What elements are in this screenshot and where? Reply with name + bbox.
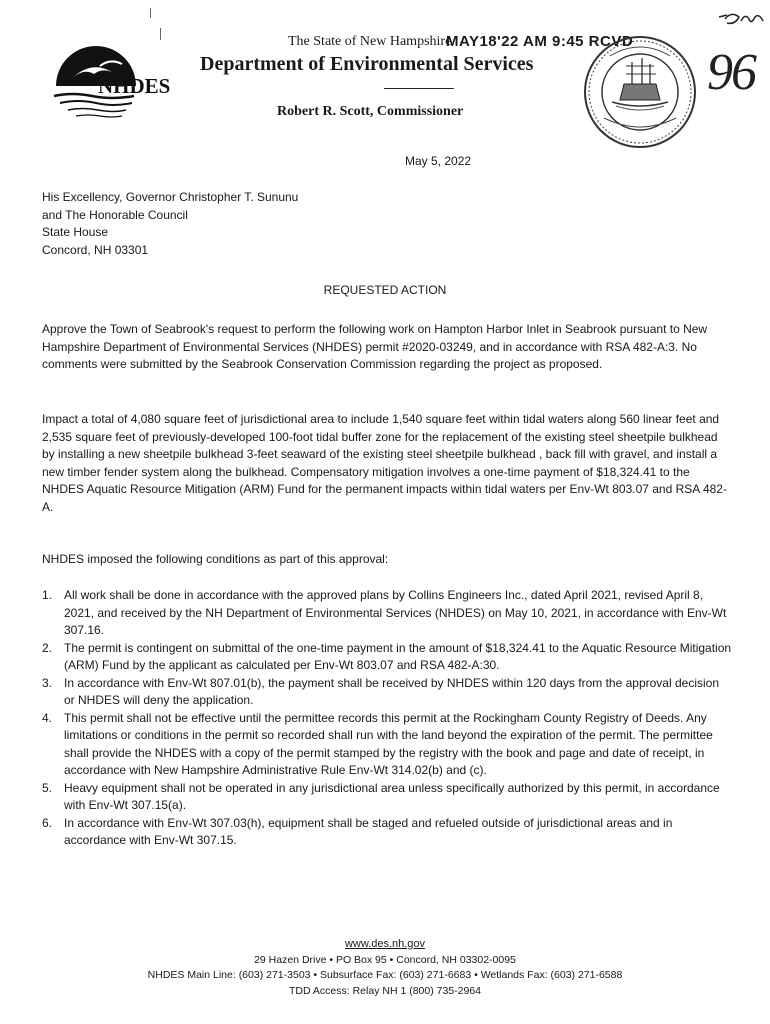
address-line: Concord, NH 03301 — [42, 242, 149, 257]
condition-number: 5. — [42, 780, 53, 795]
page-footer — [0, 937, 770, 999]
address-line: His Excellency, Governor Christopher T. Sununu — [42, 190, 299, 204]
section-heading: REQUESTED ACTION — [323, 283, 447, 297]
condition-item — [42, 815, 732, 850]
recipient-address — [42, 189, 298, 259]
condition-item — [42, 710, 732, 780]
impact-paragraph: Impact a total of 4,080 square feet of jurisdictional area to include 1,540 square feet within tidal waters along 560 linear feet and 2,535 square feet of previously-developed 100-foot tidal buffer zone for the replacement of the existing steel sheetpile bulkhead by installing a new sheetpile bulkhead 3-feet seaward of the existing steel sheetpile bulkhead , back fill with gravel, and install a new timber fender system along the bulkhead. Compensatory mitigation involves a one-time payment of $18,324.41 to the NHDES Aquatic Resource Mitigation (ARM) Fund for the permanent impacts within tidal waters per Env-Wt 803.07 and RSA 482-A. — [42, 412, 727, 514]
condition-number: 3. — [42, 675, 53, 690]
commissioner-name: Robert R. Scott, Commissioner — [277, 104, 464, 119]
scan-mark — [160, 28, 161, 40]
request-paragraph: Approve the Town of Seabrook's request to perform the following work on Hampton Harbor Inlet in Seabrook pursuant to New Hampshire Department of Environmental Services (NHDES) permit #2020-03249, and in accordance with RSA 482-A:3. No comments were submitted by the Seabrook Conservation Commission regarding the project as proposed. — [42, 322, 708, 371]
condition-item — [42, 640, 732, 675]
handwritten-number: 96 — [707, 44, 755, 101]
address-line: and The Honorable Council — [42, 207, 188, 222]
seal-icon — [580, 32, 700, 152]
condition-text: In accordance with Env-Wt 307.03(h), equipment shall be staged and refueled outside of jurisdictional areas and in accordance with Env-Wt 307.15. — [64, 815, 673, 847]
logo-text: NHDES — [98, 74, 171, 98]
handwritten-annotation — [705, 5, 770, 115]
condition-item — [42, 780, 732, 815]
condition-number: 1. — [42, 588, 53, 602]
condition-item — [42, 675, 732, 710]
conditions-intro: NHDES imposed the following conditions as part of this approval: — [42, 552, 389, 566]
conditions-list — [42, 587, 732, 850]
nhdes-logo — [42, 38, 192, 128]
condition-item — [42, 587, 732, 640]
website-link[interactable]: www.des.nh.gov — [344, 938, 426, 950]
footer-address: 29 Hazen Drive • PO Box 95 • Concord, NH 03302-0095 — [254, 953, 516, 966]
condition-text: Heavy equipment shall not be operated in any jurisdictional area unless specifically authorized by this permit, in accordance with Env-Wt 307.15(a). — [64, 780, 720, 812]
condition-text: All work shall be done in accordance with the approved plans by Collins Engineers Inc., dated April 2021, revised April 8, 2021, and received by the NH Department of Environmental Services (NHDES) on May 10, 2021, in accordance with Env-Wt 307.16. — [64, 588, 727, 637]
footer-phones: NHDES Main Line: (603) 271-3503 • Subsurface Fax: (603) 271-6683 • Wetlands Fax: (603) 271-6588 — [147, 969, 623, 981]
received-stamp: MAY18'22 AM 9:45 RCVD — [446, 33, 634, 50]
condition-text: This permit shall not be effective until the permittee records this permit at the Rockingham County Registry of Deeds. Any limitations or conditions in the permit so recorded shall run with the land beyond the expiration of the permit. The permittee shall provide the NHDES with a copy of the permit stamped by the registry with the book and page and date of receipt, in accordance with New Hampshire Administrative Rule Env-Wt 314.02(b) and (c). — [64, 710, 713, 777]
footer-tdd: TDD Access: Relay NH 1 (800) 735-2964 — [289, 984, 481, 997]
condition-text: In accordance with Env-Wt 807.01(b), the payment shall be received by NHDES within 120 days from the approval decision or NHDES will deny the application. — [64, 675, 719, 707]
condition-number: 4. — [42, 710, 53, 725]
department-title: Department of Environmental Services — [200, 53, 534, 75]
header-divider — [384, 88, 454, 89]
condition-number: 2. — [42, 640, 53, 655]
condition-text: The permit is contingent on submittal of the one-time payment in the amount of $18,324.41 to the Aquatic Resource Mitigation (ARM) Fund by the applicant as calculated per Env-Wt 803.07 and RSA 482-A:30. — [64, 640, 732, 672]
state-seal — [580, 32, 700, 152]
address-line: State House — [42, 225, 109, 239]
condition-number: 6. — [42, 815, 53, 830]
state-line: The State of New Hampshire — [288, 34, 452, 49]
letter-date: May 5, 2022 — [405, 154, 472, 168]
scan-mark — [150, 8, 151, 18]
